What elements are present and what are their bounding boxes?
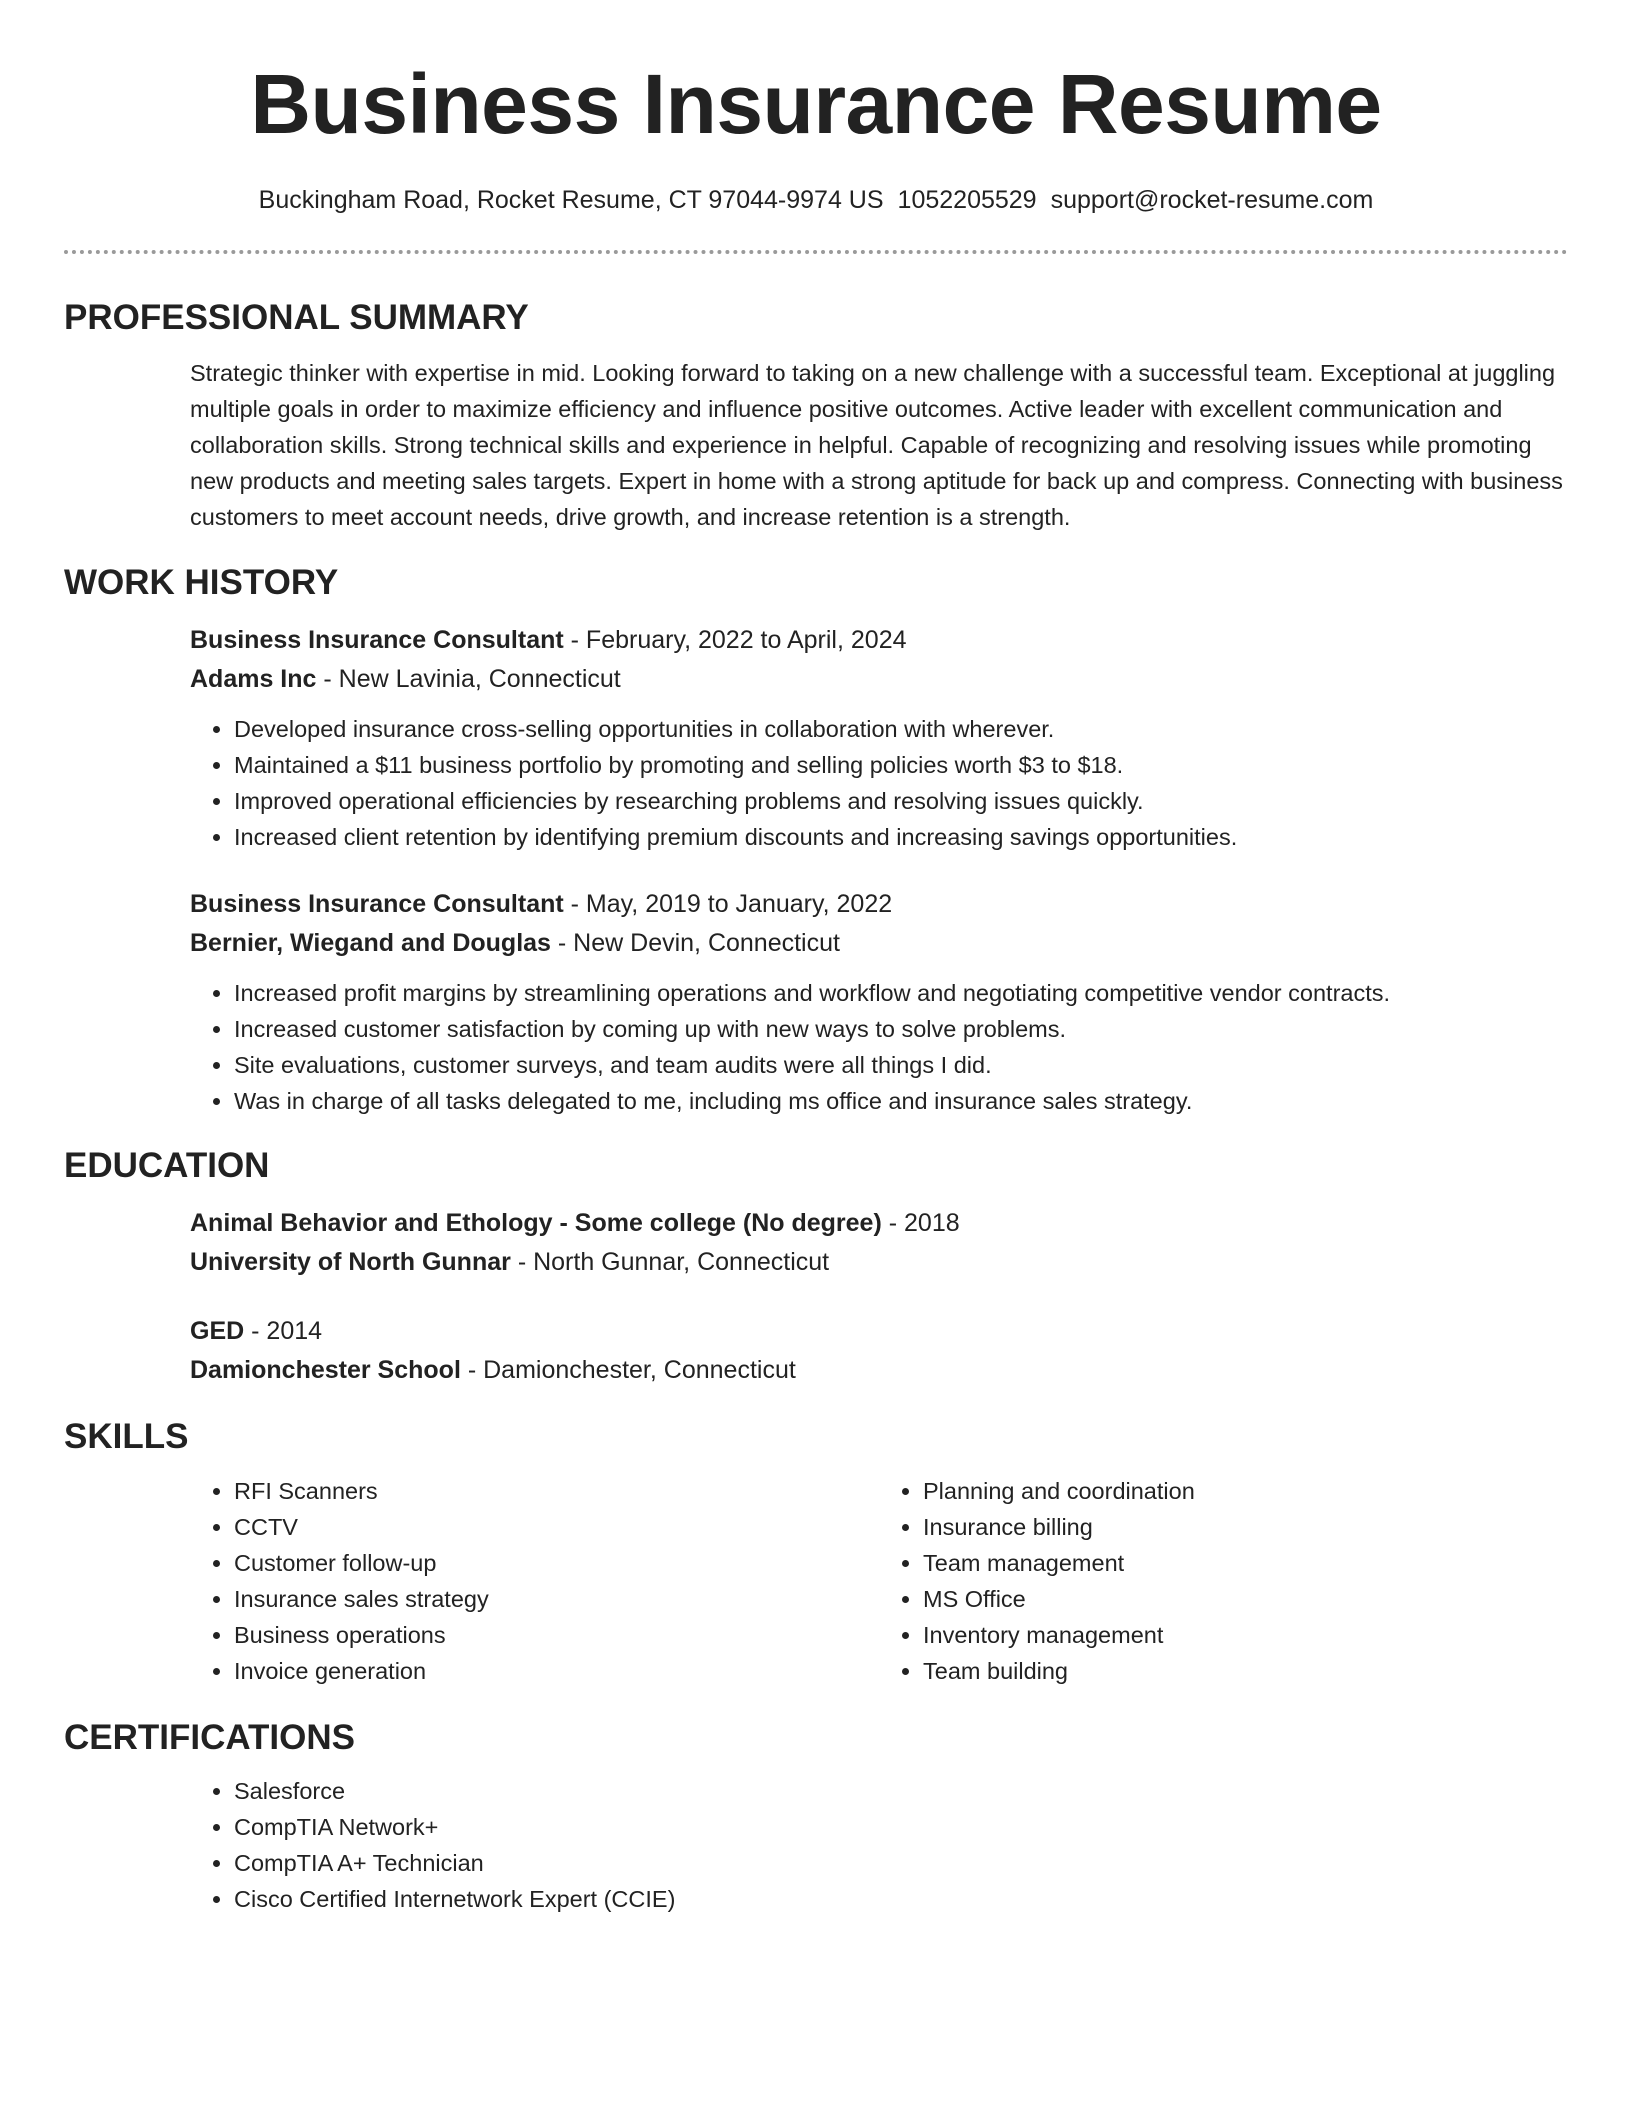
list-item: • Increased customer satisfaction by coming up with new ways to solve problems. [234,1011,1568,1047]
job-bullets [190,711,1568,855]
job-location: - New Devin, Connecticut [557,929,840,957]
skill-item: • Business operations [234,1617,879,1653]
skill-item: • CCTV [234,1509,879,1545]
summary-heading: PROFESSIONAL SUMMARY [64,298,529,337]
skill-item: • Insurance sales strategy [234,1581,879,1617]
education-year: - 2018 [888,1209,960,1237]
education-degree-line [190,1312,1568,1351]
education-heading: EDUCATION [64,1146,270,1185]
education-entry [190,1312,1568,1390]
skill-item: • Team building [923,1653,1568,1689]
skill-item: • RFI Scanners [234,1473,879,1509]
skills-list-right [879,1473,1568,1689]
education-location: - North Gunnar, Connecticut [517,1248,830,1276]
list-item: • Site evaluations, customer surveys, and team audits were all things I did. [234,1047,1568,1083]
skill-item: • Inventory management [923,1617,1568,1653]
contact-address: Buckingham Road, Rocket Resume, CT 97044-9974 US [258,186,884,214]
job-location: - New Lavinia, Connecticut [323,665,621,693]
work-history-section [64,562,1568,1119]
list-item: • Developed insurance cross-selling opportunities in collaboration with wherever. [234,711,1568,747]
job-bullets [190,975,1568,1119]
education-location: - Damionchester, Connecticut [467,1356,796,1384]
job-company: Adams Inc [190,665,317,693]
education-school: University of North Gunnar [190,1248,511,1276]
skill-item: • Customer follow-up [234,1545,879,1581]
resume-title: Business Insurance Resume [250,57,1382,151]
job-title-line [190,621,1568,660]
header-divider [64,250,1568,254]
job-title: Business Insurance Consultant [190,626,564,654]
education-school-line [190,1351,1568,1390]
contact-line [64,184,1568,216]
contact-email: support@rocket-resume.com [1050,186,1374,214]
skills-list-left [190,1473,879,1689]
education-school-line [190,1243,1568,1282]
certification-item: • Cisco Certified Internetwork Expert (CCIE) [234,1881,1568,1917]
education-degree: Animal Behavior and Ethology - Some college (No degree) [190,1209,882,1237]
job-title-line [190,885,1568,924]
list-item: • Improved operational efficiencies by researching problems and resolving issues quickly. [234,783,1568,819]
job-company-line [190,660,1568,699]
list-item: • Increased client retention by identifying premium discounts and increasing savings opportunities. [234,819,1568,855]
skills-heading: SKILLS [64,1417,189,1456]
education-section [64,1145,1568,1390]
list-item: • Was in charge of all tasks delegated to me, including ms office and insurance sales strategy. [234,1083,1568,1119]
certification-item: • CompTIA Network+ [234,1809,1568,1845]
job-entry [190,621,1568,855]
skills-section [64,1416,1568,1689]
job-dates: - May, 2019 to January, 2022 [570,890,893,918]
certifications-list [190,1773,1568,1917]
education-degree-line [190,1204,1568,1243]
education-entry [190,1204,1568,1282]
work-history-heading: WORK HISTORY [64,563,339,602]
skill-item: • Insurance billing [923,1509,1568,1545]
certifications-section [64,1717,1568,1917]
skill-item: • Planning and coordination [923,1473,1568,1509]
list-item: • Increased profit margins by streamlining operations and workflow and negotiating competitive vendor contracts. [234,975,1568,1011]
skill-item: • Invoice generation [234,1653,879,1689]
job-entry [190,885,1568,1119]
skill-item: • Team management [923,1545,1568,1581]
education-degree: GED [190,1317,245,1345]
certification-item: • Salesforce [234,1773,1568,1809]
list-item: • Maintained a $11 business portfolio by promoting and selling policies worth $3 to $18. [234,747,1568,783]
certifications-heading: CERTIFICATIONS [64,1718,356,1757]
education-year: - 2014 [251,1317,323,1345]
certification-item: • CompTIA A+ Technician [234,1845,1568,1881]
summary-text: Strategic thinker with expertise in mid. Looking forward to taking on a new challenge with a successful team. Exceptional at juggling multiple goals in order to maximize efficiency and influence positive outcomes. Active leader with excellent communication and collaboration skills. Strong technical skills and experience in helpful. Capable of recognizing and resolving issues while promoting new products and meeting sales targets. Expert in home with a strong aptitude for back up and compress. Connecting with business customers to meet account needs, drive growth, and increase retention is a strength. [190,360,1563,530]
job-company: Bernier, Wiegand and Douglas [190,929,551,957]
job-dates: - February, 2022 to April, 2024 [570,626,907,654]
education-school: Damionchester School [190,1356,461,1384]
summary-section [64,297,1568,535]
job-title: Business Insurance Consultant [190,890,564,918]
job-company-line [190,924,1568,963]
skill-item: • MS Office [923,1581,1568,1617]
contact-phone: 1052205529 [897,186,1037,214]
